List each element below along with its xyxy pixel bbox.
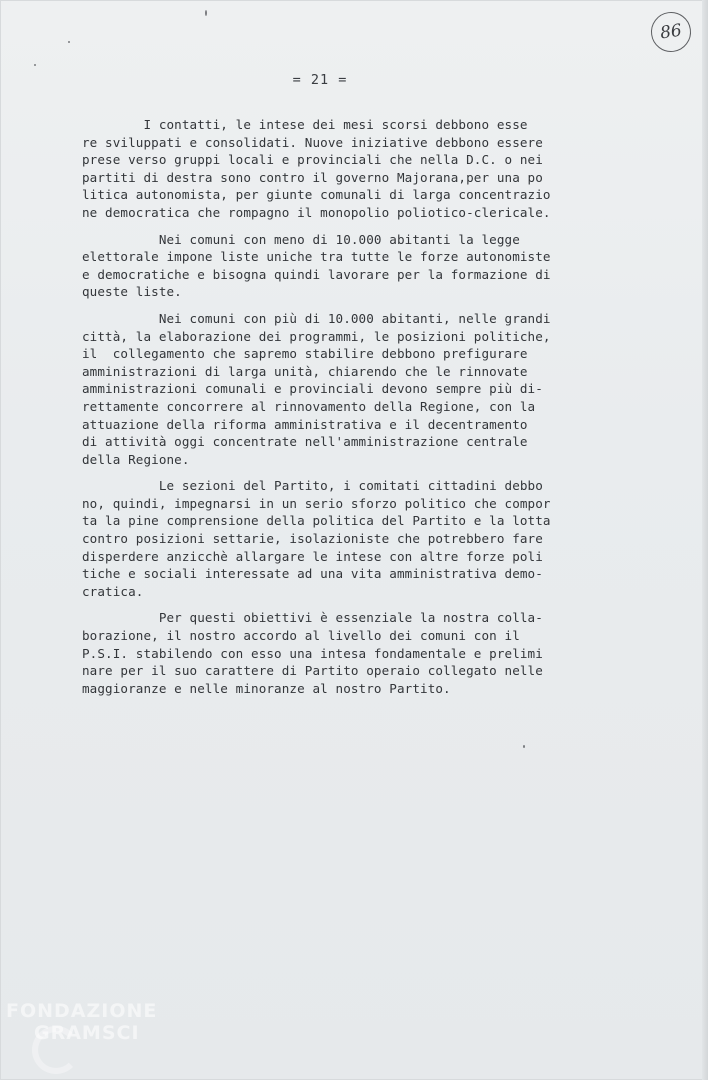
text-line: città, la elaborazione dei programmi, le posizioni politiche,	[82, 328, 551, 344]
text-line: Nei comuni con più di 10.000 abitanti, nelle grandi	[82, 310, 551, 326]
text-line: I contatti, le intese dei mesi scorsi debbono esse	[82, 117, 528, 132]
typewritten-body	[82, 116, 622, 706]
paper-mark	[523, 745, 525, 748]
text-line: cratica.	[82, 583, 144, 599]
text-line: ne democratica che rompagno il monopolio poliotico-clericale.	[82, 204, 551, 220]
text-line: e democratiche e bisogna quindi lavorare per la formazione di	[82, 266, 551, 282]
paper-mark	[34, 64, 36, 66]
paper-mark	[205, 10, 207, 16]
text-line: maggioranze e nelle minoranze al nostro Partito.	[82, 680, 451, 696]
text-line: disperdere anzicchè allargare le intese con altre forze poli	[82, 548, 543, 564]
text-line: re sviluppati e consolidati. Nuove iniziative debbono essere	[82, 134, 543, 150]
text-line: elettorale impone liste uniche tra tutte le forze autonomiste	[82, 249, 551, 265]
text-line: litica autonomista, per giunte comunali di larga concentrazio	[82, 187, 551, 203]
paragraph	[82, 310, 622, 468]
text-line: ta la pine comprensione della politica del Partito e la lotta	[82, 513, 551, 529]
text-line: borazione, il nostro accordo al livello dei comuni con il	[82, 628, 520, 644]
text-line: prese verso gruppi locali e provinciali che nella D.C. o nei	[82, 152, 543, 168]
watermark-logo-icon	[32, 1026, 80, 1074]
text-line: rettamente concorrere al rinnovamento della Regione, con la	[82, 398, 536, 414]
text-line: della Regione.	[82, 451, 190, 467]
text-line: contro posizioni settarie, isolazioniste che potrebbero fare	[82, 531, 543, 547]
folio-stamp	[648, 9, 693, 54]
text-line: attuazione della riforma amministrativa e il decentramento	[82, 416, 528, 432]
paragraph	[82, 231, 622, 301]
paragraph	[82, 116, 622, 222]
page-edge-shadow	[702, 0, 708, 1080]
folio-number: 86	[658, 20, 684, 44]
text-line: queste liste.	[82, 284, 182, 300]
text-line: Per questi obiettivi è essenziale la nostra colla-	[82, 610, 543, 626]
text-line: di attività oggi concentrate nell'amministrazione centrale	[82, 434, 528, 450]
paragraph	[82, 477, 622, 600]
watermark-line-1: FONDAZIONE	[6, 1000, 158, 1022]
text-line: il collegamento che sapremo stabilire debbono prefigurare	[82, 346, 528, 362]
paragraph	[82, 609, 622, 697]
text-line: Le sezioni del Partito, i comitati cittadini debbo	[82, 478, 543, 494]
text-line: partiti di destra sono contro il governo Majorana,per una po	[82, 169, 543, 185]
watermark-line-2: GRAMSCI	[34, 1022, 140, 1044]
text-line: no, quindi, impegnarsi in un serio sforzo politico che compor	[82, 495, 551, 511]
text-line: amministrazioni di larga unità, chiarendo che le rinnovate	[82, 363, 528, 379]
text-line: amministrazioni comunali e provinciali devono sempre più di-	[82, 381, 543, 397]
archive-watermark	[6, 1000, 157, 1044]
text-line: nare per il suo carattere di Partito operaio collegato nelle	[82, 663, 543, 679]
text-line: tiche e sociali interessate ad una vita amministrativa demo-	[82, 566, 543, 582]
text-line: Nei comuni con meno di 10.000 abitanti la legge	[82, 231, 520, 247]
page-number: = 21 =	[292, 72, 348, 88]
text-line: P.S.I. stabilendo con esso una intesa fondamentale e prelimi	[82, 645, 543, 661]
paper-mark	[68, 41, 70, 43]
